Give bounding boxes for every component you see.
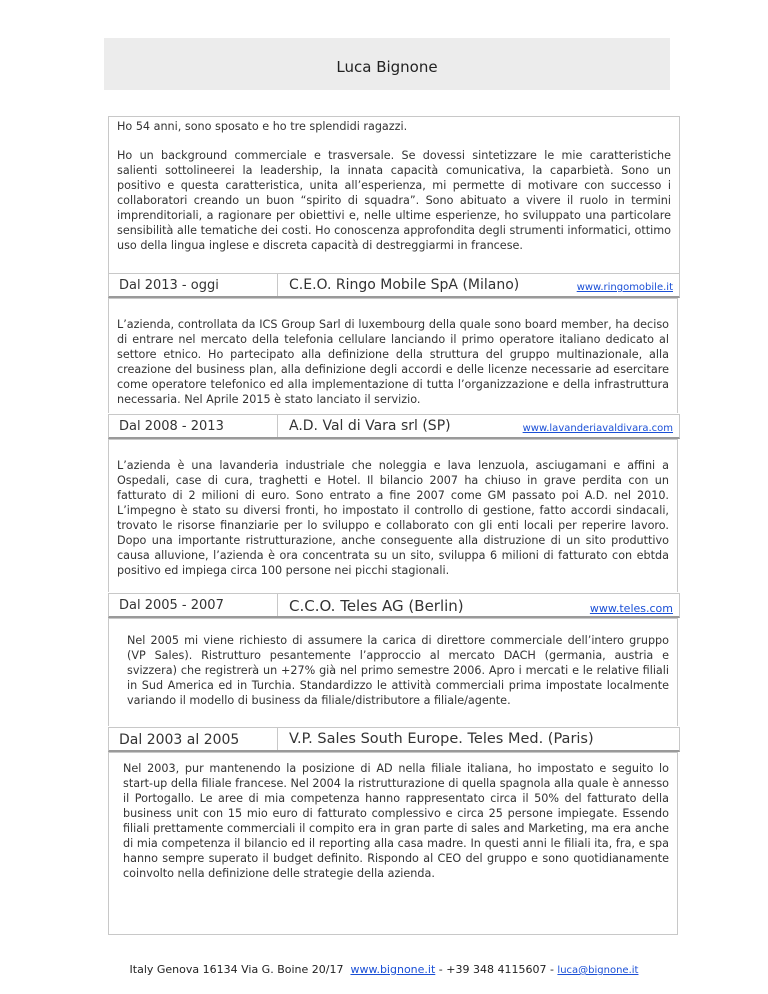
job-header <box>108 593 680 618</box>
job-description: Nel 2005 mi viene richiesto di assumere la carica di direttore commerciale dell’intero gruppo (VP Sales). Ristrutturo pesantemente l’approccio al mercato DACH (germania, austria e svizzera) che registrerà un +27% già nel primo semestre 2006. Apro i mercati e le relative filiali in Sud America ed in Turchia. Standardizzo le attività commerciali prima impostate localmente variando il modello di business da filiale/distributore a filiale/agente. <box>127 634 669 707</box>
job-description: L’azienda è una lavanderia industriale che noleggia e lava lenzuola, asciugamani e affini a Ospedali, case di cura, traghetti e Hotel. Il bilancio 2007 ha chiuso in grave perdita con un fatturato di 2 milioni di euro. Sono entrato a fine 2007 come GM passato poi A.D. nel 2010. L’impegno è stato su diversi fronti, ho impostato il controllo di gestione, fatto accordi sindacali, trovato le risorse finanziarie per lo sviluppo e collaborato con gli enti locali per reperire lavoro. Dopo una importante ristrutturazione, anche conseguente alla distruzione di un sito produttivo causa alluvione, l’azienda è ora concentrata su un sito, sviluppa 6 milioni di fatturato con ebtda positivo ed impiega circa 100 persone nei picchi stagionali. <box>117 459 669 577</box>
intro-section <box>108 116 680 274</box>
intro-paragraph: Ho 54 anni, sono sposato e ho tre splendidi ragazzi. <box>117 120 408 133</box>
job-period: Dal 2013 - oggi <box>119 278 219 293</box>
job-description-section <box>108 298 678 413</box>
website-link[interactable]: www.bignone.it <box>350 963 436 976</box>
job-period: Dal 2003 al 2005 <box>119 732 240 748</box>
footer-separator: - <box>435 963 447 976</box>
job-header <box>108 414 680 439</box>
company-link[interactable]: www.teles.com <box>589 602 673 615</box>
footer-phone: +39 348 4115607 <box>446 963 547 976</box>
footer <box>0 963 768 976</box>
job-description-section <box>108 752 678 935</box>
job-description-section <box>108 439 678 592</box>
job-role: V.P. Sales South Europe. Teles Med. (Paris) <box>289 731 594 747</box>
job-role: A.D. Val di Vara srl (SP) <box>289 418 451 434</box>
job-role: C.E.O. Ringo Mobile SpA (Milano) <box>289 277 520 293</box>
job-description: Nel 2003, pur mantenendo la posizione di AD nella filiale italiana, ho impostato e seguito lo start-up della filiale francese. Nel 2004 la ristrutturazione di quella spagnola alla quale è annesso il Portogallo. Le aree di mia competenza hanno rappresentato circa il 50% del fatturato della business unit con 15 mio euro di fatturato complessivo e circa 25 persone impiegate. Essendo filiali prettamente commerciali il compito era in gran parte di sales and Marketing, ma era anche di mia competenza il bilancio ed il reporting alla casa madre. In questi anni le filiali ita, fra, e spa hanno sempre superato il budget definito. Rispondo al CEO del gruppo e sono quotidianamente coinvolto nella definizione delle strategie della azienda. <box>123 762 669 880</box>
job-period: Dal 2008 - 2013 <box>119 419 224 434</box>
job-header <box>108 273 680 298</box>
footer-separator: - <box>546 963 558 976</box>
company-link[interactable]: www.lavanderiavaldivara.com <box>522 423 673 434</box>
footer-address: Italy Genova 16134 Via G. Boine 20/17 <box>129 963 344 976</box>
intro-paragraph: Ho un background commerciale e trasversale. Se dovessi sintetizzare le mie caratteristiche salienti sottolineerei la leadership, la innata capacità comunicativa, la caparbietà. Sono un positivo e questa caratteristica, unita all’esperienza, mi permette di motivare con successo i collaboratori creando un buon “spirito di squadra”. Sono abituato a vivere il ruolo in termini imprenditoriali, a ragionare per obiettivi e, nelle ultime esperienze, ho sviluppato una particolare sensibilità alle tematiche dei costi. Ho conoscenza approfondita degli strumenti informatici, ottimo uso della lingua inglese e discreta capacità di destreggiarmi in francese. <box>117 149 671 252</box>
job-description-section <box>108 618 678 726</box>
job-period: Dal 2005 - 2007 <box>119 598 224 613</box>
company-link[interactable]: www.ringomobile.it <box>576 282 673 293</box>
job-role: C.C.O. Teles AG (Berlin) <box>289 597 464 615</box>
job-description: L’azienda, controllata da ICS Group Sarl di luxembourg della quale sono board member, ha deciso di entrare nel mercato della telefonia cellulare lanciando il primo operatore italiano dedicato al settore etnico. Ho partecipato alla definizione della struttura del gruppo multinazionale, alla creazione del business plan, alla definizione degli accordi e delle licenze necessarie ad esercitare come operatore telefonico ed alla implementazione di tutta l’organizzazione e della infrastruttura necessaria. Nel Aprile 2015 è stato lanciato il servizio. <box>117 318 669 406</box>
job-header <box>108 727 680 752</box>
header-bar <box>104 38 670 90</box>
email-link[interactable]: luca@bignone.it <box>557 965 639 976</box>
page-title: Luca Bignone <box>336 58 438 76</box>
